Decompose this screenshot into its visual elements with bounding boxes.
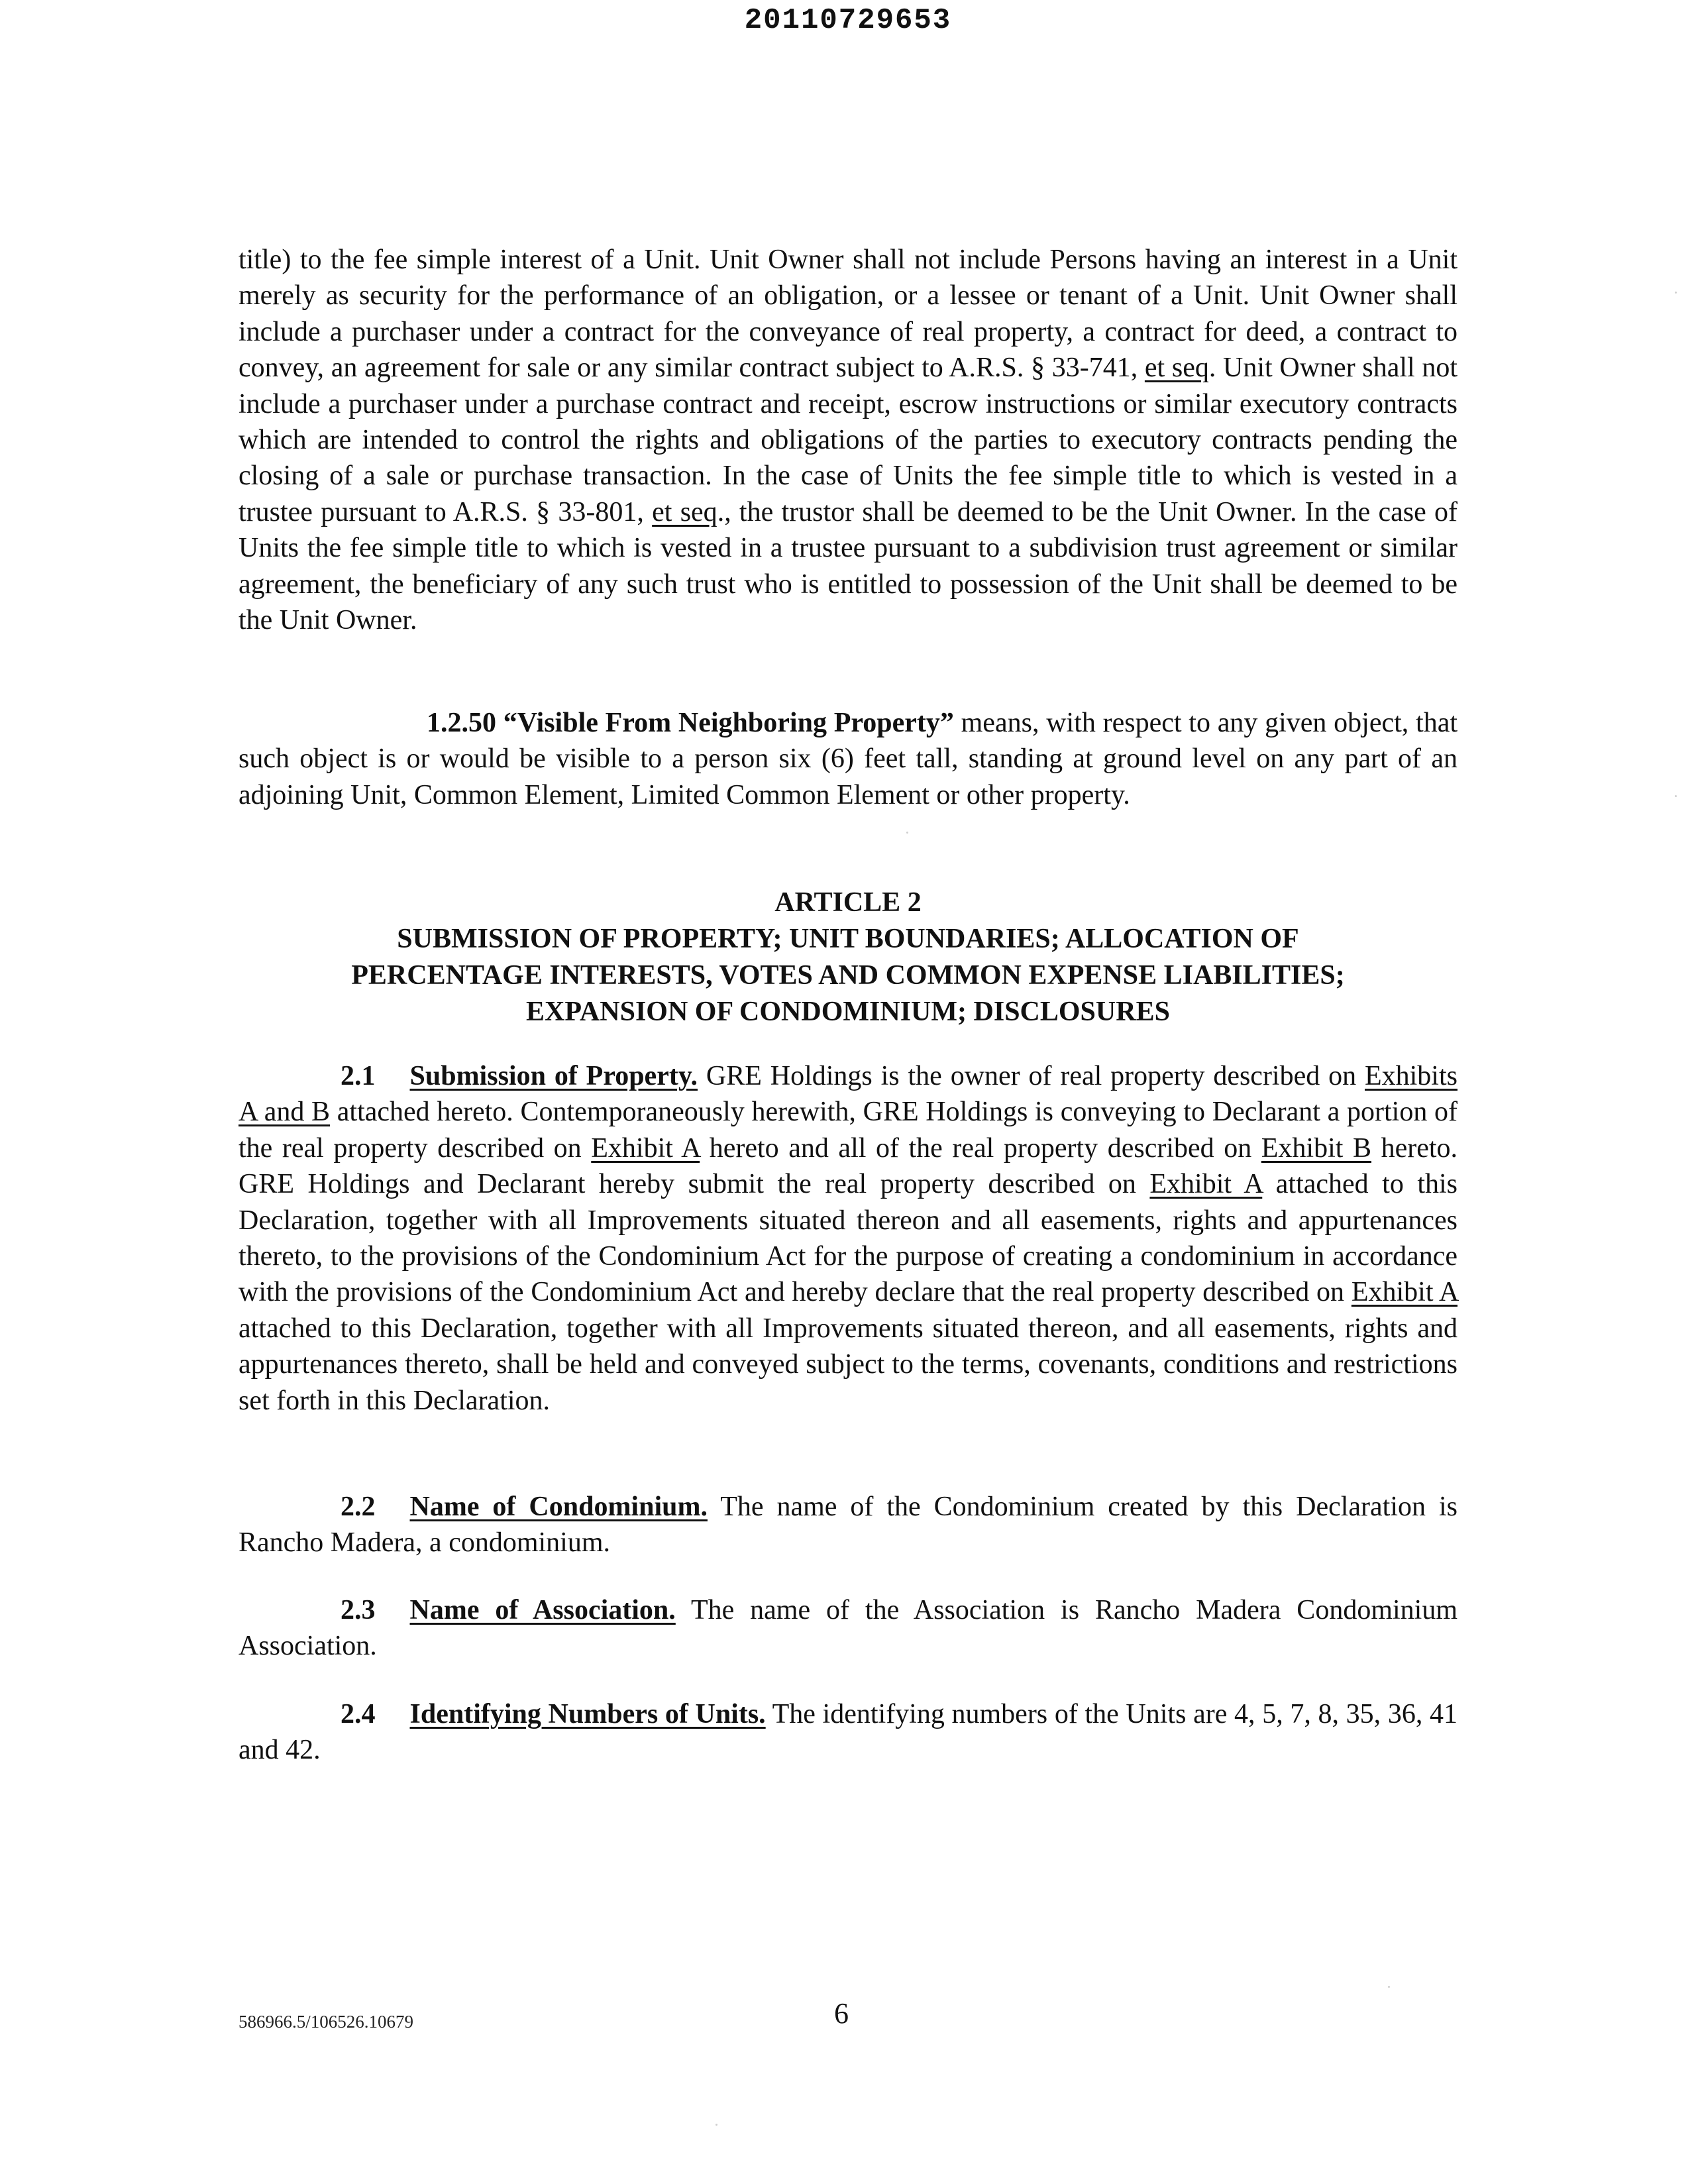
section-2-2: [238, 1489, 1458, 1561]
section-text: 2.3 Name of Association. The name of the Association is Rancho Madera Condominium Association.: [238, 1595, 1458, 1662]
scan-speck: [906, 832, 908, 834]
et-seq-reference: et seq: [652, 496, 717, 527]
page-number: 6: [834, 1997, 849, 2030]
section-heading: Identifying Numbers of Units.: [409, 1699, 766, 1729]
article-title-line: EXPANSION OF CONDOMINIUM; DISCLOSURES: [526, 997, 1170, 1027]
definition-term: “Visible From Neighboring Property”: [503, 708, 954, 738]
scan-speck: [1675, 795, 1677, 797]
section-text: 2.1 Submission of Property. GRE Holdings is the owner of real property described on Exhibits A and B attached hereto. Contemporaneously herewith, GRE Holdings is conveying to Declarant a portion of the real property described on Exhibit A hereto and all of the real property described on Exhibit B hereto. GRE Holdings and Declarant hereby submit the real property described on Exhibit A attached to this Declaration, together with all Improvements situated thereon and all easements, rights and appurtenances thereto, to the provisions of the Condominium Act for the purpose of creating a condominium in accordance with the provisions of the Condominium Act and hereby declare that the real property described on Exhibit A attached to this Declaration, together with all Improvements situated thereon, and all easements, rights and appurtenances thereto, shall be held and conveyed subject to the terms, covenants, conditions and restrictions set forth in this Declaration.: [238, 1061, 1458, 1416]
section-2-1: [238, 1058, 1458, 1419]
section-number: 2.3: [341, 1595, 376, 1625]
section-heading: Submission of Property.: [409, 1061, 698, 1091]
definition-number: 1.2.50: [427, 708, 496, 738]
exhibit-reference: Exhibit A: [1149, 1169, 1263, 1200]
section-number: 2.1: [341, 1061, 376, 1091]
exhibit-reference: Exhibit B: [1261, 1132, 1371, 1164]
section-number: 2.2: [341, 1492, 376, 1522]
section-2-4: [238, 1696, 1458, 1769]
scan-speck: [1388, 1986, 1390, 1988]
section-text: 2.2 Name of Condominium. The name of the Condominium created by this Declaration is Rancho Madera, a condominium.: [238, 1492, 1458, 1558]
section-number: 2.4: [341, 1699, 376, 1729]
article-heading: [238, 885, 1458, 1030]
section-heading: Name of Association.: [409, 1595, 676, 1625]
recording-number: 20110729653: [744, 4, 952, 37]
article-number: ARTICLE 2: [774, 887, 922, 918]
section-heading: Name of Condominium.: [409, 1492, 708, 1522]
exhibit-reference: Exhibit A: [591, 1132, 700, 1164]
continued-paragraph-text: title) to the fee simple interest of a Unit. Unit Owner shall not include Persons having an interest in a Unit merely as security for the performance of an obligation, or a lessee or tenant of a Unit. Unit Owner shall include a purchaser under a contract for the conveyance of real property, a contract for deed, a contract to convey, an agreement for sale or any similar contract subject to A.R.S. § 33-741, et seq. Unit Owner shall not include a purchaser under a purchase contract and receipt, escrow instructions or similar executory contracts which are intended to control the rights and obligations of the parties to executory contracts pending the closing of a sale or purchase transaction. In the case of Units the fee simple title to which is vested in a trustee pursuant to A.R.S. § 33-801, et seq., the trustor shall be deemed to be the Unit Owner. In the case of Units the fee simple title to which is vested in a trustee pursuant to a subdivision trust agreement or similar agreement, the beneficiary of any such trust who is entitled to possession of the Unit shall be deemed to be the Unit Owner.: [238, 245, 1458, 636]
definition-text: 1.2.50 “Visible From Neighboring Property” means, with respect to any given object, that such object is or would be visible to a person six (6) feet tall, standing at ground level on any part of an adjoining Unit, Common Element, Limited Common Element or other property.: [238, 708, 1458, 810]
article-title-line: PERCENTAGE INTERESTS, VOTES AND COMMON EXPENSE LIABILITIES;: [351, 960, 1345, 991]
article-title-line: SUBMISSION OF PROPERTY; UNIT BOUNDARIES; ALLOCATION OF: [397, 924, 1299, 954]
scan-speck: [716, 2124, 717, 2126]
definition-paragraph: [238, 705, 1458, 813]
section-text: 2.4 Identifying Numbers of Units. The identifying numbers of the Units are 4, 5, 7, 8, 35, 36, 41 and 42.: [238, 1699, 1458, 1766]
exhibit-reference: Exhibit A: [1351, 1277, 1458, 1308]
continued-paragraph: [238, 242, 1458, 638]
section-2-3: [238, 1592, 1458, 1665]
et-seq-reference: et seq: [1144, 353, 1209, 384]
scan-speck: [1675, 292, 1677, 294]
footer-document-number: 586966.5/106526.10679: [238, 2012, 414, 2032]
exhibit-reference: Exhibits A and B: [238, 1061, 1458, 1128]
